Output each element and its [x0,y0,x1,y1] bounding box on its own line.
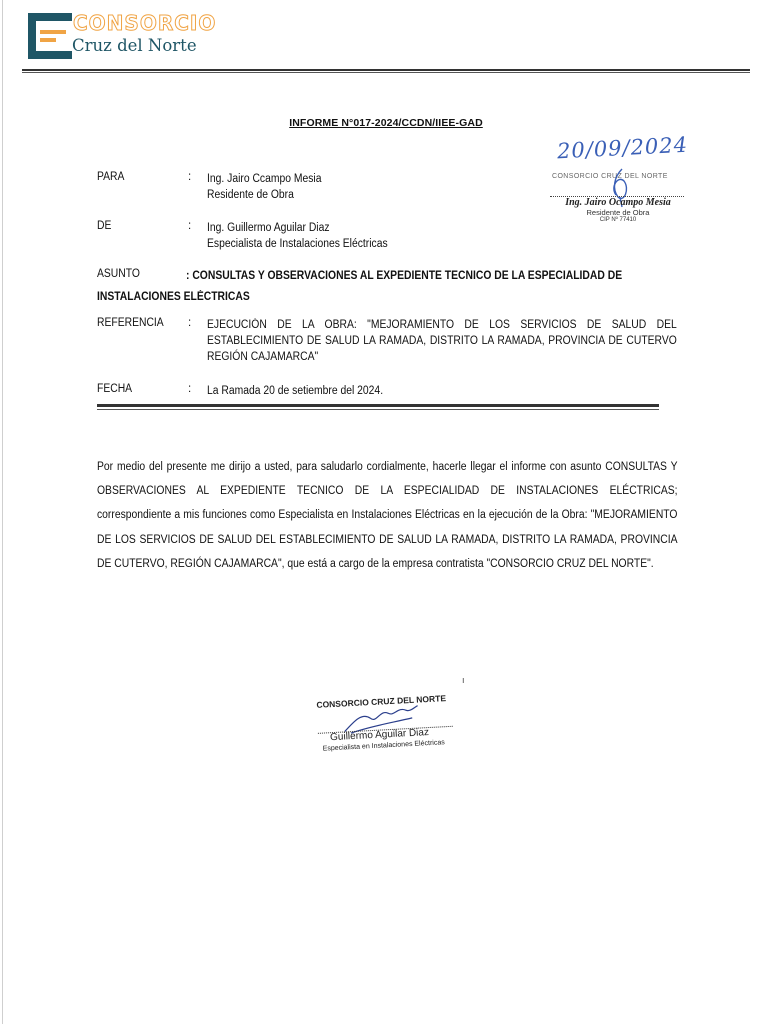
para-name: Ing. Jairo Ccampo Mesia [207,173,322,185]
asunto-label: ASUNTO [97,268,140,280]
header-rule [22,69,750,71]
section-rule-thin [97,409,659,410]
logo-mark-icon [26,11,74,61]
referencia-colon: : [188,317,192,329]
handwritten-date: 20/09/2024 [556,132,689,164]
fecha-colon: : [188,383,192,395]
page-edge [2,0,3,1024]
stamp-cip: CIP Nº 77410 [599,217,637,223]
stamp-company: CONSORCIO CRUZ DEL NORTE [552,173,668,180]
fecha-text: La Ramada 20 de setiembre del 2024. [207,385,384,397]
header-rule-thin [22,72,750,73]
de-colon: : [188,220,192,232]
section-rule [97,404,659,407]
logo-wordmark-secondary: Cruz del Norte [72,36,197,55]
para-label: PARA [97,171,125,183]
de-role: Especialista de Instalaciones Eléctricas [207,238,388,250]
asunto-text: : CONSULTAS Y OBSERVACIONES AL EXPEDIENTE TECNICO DE LA ESPECIALIDAD DE [186,270,623,282]
signature-role: Especialista en Instalaciones Eléctricas [322,739,445,753]
body-paragraph: Por medio del presente me dirijo a usted, para saludarlo cordialmente, hacerle llegar el informe con asunto CONSULTAS Y OBSERVACIONES AL EXPEDIENTE TECNICO DE LA ESPECIALIDAD DE INSTALACIONES ELÉCTRICAS; correspondiente a mis funciones como Especialista en Instalaciones Eléctricas en la ejecución de la Obra: "MEJORAMIENTO DE LOS SERVICIOS DE SALUD DEL ESTABLECIMIENTO DE SALUD LA RAMADA, DISTRITO LA RAMADA, PROVINCIA DE CUTERVO, REGIÓN CAJAMARCA", que está a cargo de la empresa contratista "CONSORCIO CRUZ DEL NORTE". [97,461,678,570]
stamp-role: Residente de Obra [586,208,650,217]
signature-company: CONSORCIO CRUZ DEL NORTE [316,693,447,710]
para-colon: : [188,171,192,183]
signature-stamp [314,689,467,767]
company-logo [26,9,216,65]
de-name: Ing. Guillermo Aguilar Diaz [207,222,330,234]
referencia-label: REFERENCIA [97,317,164,329]
asunto-text-continued: INSTALACIONES ELÉCTRICAS [97,291,250,303]
de-label: DE [97,220,112,232]
stamp-name: Ing. Jairo Ocampo Mesia [565,197,671,208]
logo-wordmark-primary: CONSORCIO [73,11,217,35]
para-role: Residente de Obra [207,189,294,201]
stray-mark: ı [462,675,465,685]
report-title: INFORME N°017-2024/CCDN/IIEE-GAD [289,117,483,129]
referencia-text: EJECUCIÓN DE LA OBRA: "MEJORAMIENTO DE LOS SERVICIOS DE SALUD DEL ESTABLECIMIENTO DE SALUD LA RAMADA, DISTRITO LA RAMADA, PROVINCIA DE CUTERVO REGIÓN CAJAMARCA" [207,319,677,363]
fecha-label: FECHA [97,383,133,395]
signature-name: Guillermo Aguilar Diaz [329,727,430,744]
